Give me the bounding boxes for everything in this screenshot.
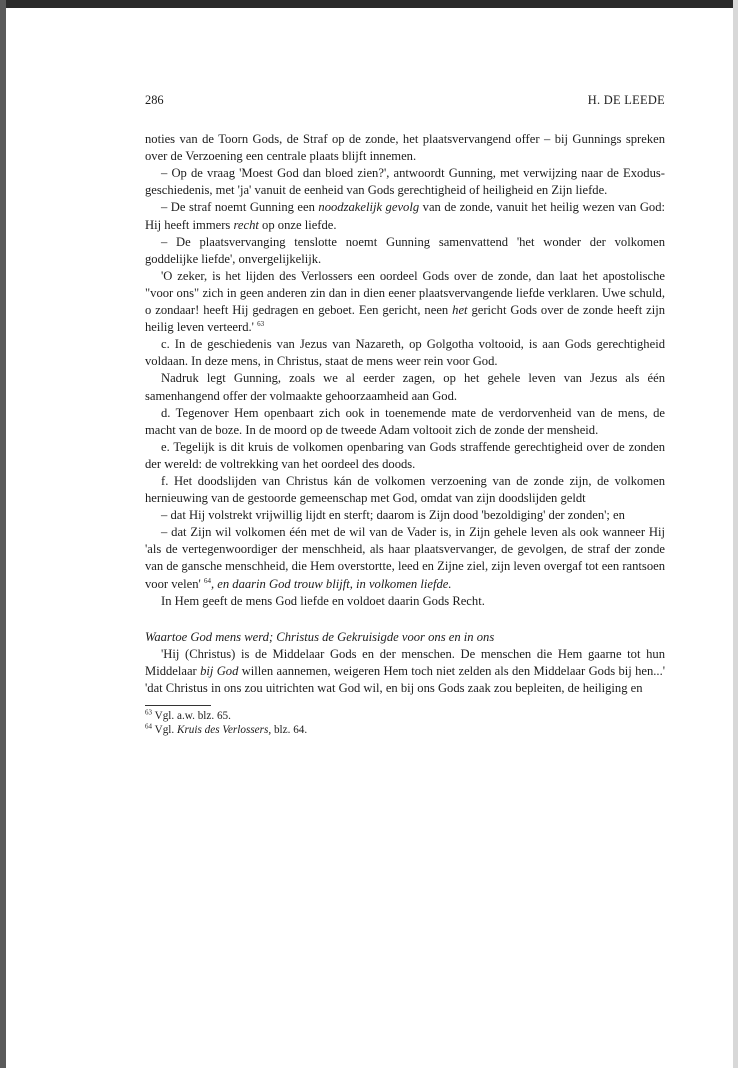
paragraph-7: Nadruk legt Gunning, zoals we al eerder zagen, op het gehele leven van Jezus als één samenhangend offer der volmaakte gehoorzaamheid aan God. [145, 371, 665, 403]
footnote-ref-63: 63 [257, 319, 265, 328]
paragraph-12: – dat Zijn wil volkomen één met de wil van de Vader is, in Zijn gehele leven als ook wanneer Hij 'als de vertegenwoordiger der menschheid, als haar plaatsvervanger, de gevolgen, de straf der zonde van de gansche menschheid, die Hem overstortte, leed en Zijne ziel, zijn leven overgaf tot een rantsoen voor velen' $^{64}$, en daarin God trouw blijft, in volkomen liefde. [145, 525, 665, 591]
paragraph-1: noties van de Toorn Gods, de Straf op de zonde, het plaatsvervangend offer – bij Gunnings spreken over de Verzoening een centrale plaats blijft innemen. [145, 132, 665, 164]
scan-border-right [733, 0, 738, 1068]
page-number: 286 [145, 93, 164, 107]
running-title: H. DE LEEDE [587, 93, 665, 107]
paragraph-4: – De plaatsvervanging tenslotte noemt Gunning samenvattend 'het wonder der volkomen goddelijke liefde', onvergelijkelijk. [145, 234, 665, 266]
scan-border-top [0, 0, 738, 8]
footnote-63: $^{63}$ Vgl. a.w. blz. 65. [145, 708, 231, 723]
footnote-rule [145, 705, 211, 706]
footnote-64: $^{64}$ Vgl. Kruis des Verlossers, blz. 64. [145, 722, 308, 737]
footnote-ref-64: 64 [203, 576, 211, 585]
paragraph-14: 'Hij (Christus) is de Middelaar Gods en der menschen. De menschen die Hem gaarne tot hun Middelaar bij God willen aannemen, weigeren Hem toch niet zelden als den Middelaar Gods bij hen...' 'dat Christus in ons zou uitrichten wat God wil, en bij ons Gods zaak zou bepleiten, de heiliging en [145, 646, 665, 695]
section-heading: Waartoe God mens werd; Christus de Gekruisigde voor ons en in ons [145, 629, 495, 644]
paragraph-11: – dat Hij volstrekt vrijwillig lijdt en sterft; daarom is Zijn dood 'bezoldiging' der zonden'; en [161, 508, 625, 523]
paragraph-8: d. Tegenover Hem openbaart zich ook in toenemende mate de verdorvenheid van de mens, de macht van de boze. In de moord op de tweede Adam voltooit zich de zonde der mensheid. [145, 405, 665, 437]
paragraph-6: c. In de geschiedenis van Jezus van Nazareth, op Golgotha voltooid, is aan Gods gerechtigheid voldaan. In deze mens, in Christus, staat de mens weer rein voor God. [145, 337, 665, 369]
paragraph-10: f. Het doodslijden van Christus kán de volkomen verzoening van de zonde zijn, de volkomen hernieuwing van de gestoorde gemeenschap met God, omdat van zijn doodslijden geldt [145, 473, 665, 506]
page-content [145, 92, 665, 737]
running-header [145, 92, 665, 109]
paragraph-9: e. Tegelijk is dit kruis de volkomen openbaring van Gods straffende gerechtigheid over de zonden der wereld: de voltrekking van het oordeel des doods. [145, 439, 665, 471]
paragraph-2: – Op de vraag 'Moest God dan bloed zien?', antwoordt Gunning, met verwijzing naar de Exodus-geschiedenis, met 'ja' vanuit de eenheid van Gods gerechtigheid of heiligheid en Zijn liefde. [145, 166, 665, 198]
paragraph-13: In Hem geeft de mens God liefde en voldoet daarin Gods Recht. [161, 593, 485, 608]
paragraph-3: – De straf noemt Gunning een noodzakelijk gevolg van de zonde, vanuit het heilig wezen van God: Hij heeft immers recht op onze liefde. [145, 200, 666, 232]
paragraph-5-quote: 'O zeker, is het lijden des Verlossers een oordeel Gods over de zonde, dan laat het apostolische "voor ons" zich in geen anderen zin dan in dien eener plaatsvervangende liefde verklaren. Uwe schuld, o zondaar! heeft Hij gedragen en geboet. Een gericht, neen het gericht Gods over de zonde heeft zijn heilig leven verteerd.' $^{63}$ [145, 268, 666, 335]
scan-border-left [0, 0, 6, 1068]
